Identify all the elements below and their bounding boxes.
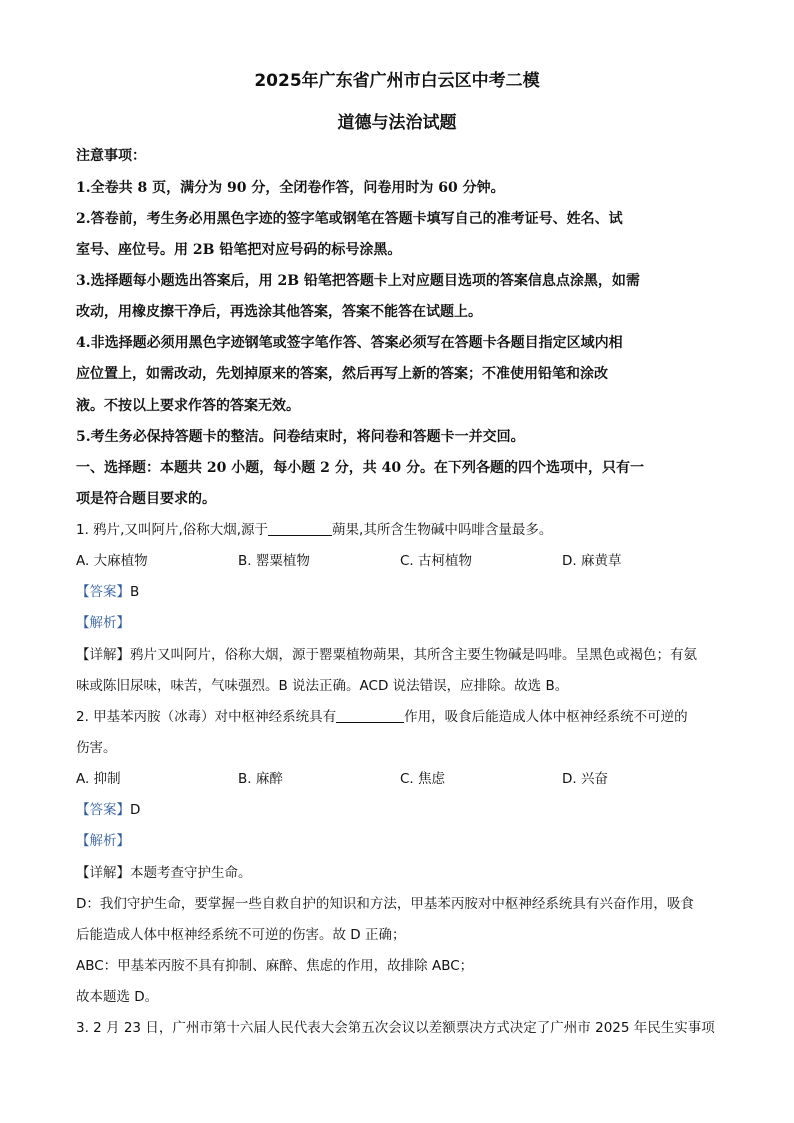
question-1-option-a: A. 大麻植物 bbox=[76, 553, 148, 569]
detail-text: 鸦片又叫阿片，俗称大烟，源于罂粟植物蒴果，其所含主要生物碱是吗啡。呈黑色或褐色；有氨 bbox=[130, 647, 697, 663]
notice-line: 3.选择题每小题选出答案后，用 2B 铅笔把答题卡上对应题目选项的答案信息点涂黑，如需 bbox=[76, 273, 640, 289]
question-2-detail-line bbox=[76, 863, 726, 883]
notice-line: 5.考生务必保持答题卡的整洁。问卷结束时，将问卷和答题卡一并交回。 bbox=[76, 429, 525, 445]
notice-line: 4.非选择题必须用黑色字迹钢笔或签字笔作答、答案必须写在答题卡各题目指定区域内相 bbox=[76, 335, 623, 351]
question-2-option-b: B. 麻醉 bbox=[238, 771, 283, 787]
question-1-detail-line: 味或陈旧尿味，味苦，气味强烈。B 说法正确。ACD 说法错误，应排除。故选 B。 bbox=[76, 678, 569, 694]
question-1-answer bbox=[76, 582, 726, 602]
question-2-stem-after: 作用，吸食后能造成人体中枢神经系统不可逆的 bbox=[404, 709, 688, 725]
question-2-detail-line: ABC：甲基苯丙胺不具有抑制、麻醉、焦虑的作用，故排除 ABC； bbox=[76, 958, 474, 974]
question-1-option-c: C. 古柯植物 bbox=[400, 553, 473, 569]
notice-line: 改动，用橡皮擦干净后，再选涂其他答案，答案不能答在试题上。 bbox=[76, 304, 482, 320]
answer-blank bbox=[336, 708, 404, 723]
page-subtitle: 道德与法治试题 bbox=[337, 113, 457, 133]
question-2-stem bbox=[76, 707, 726, 727]
question-1-detail-line bbox=[76, 645, 726, 665]
question-2-detail-line: 后能造成人体中枢神经系统不可逆的伤害。故 D 正确； bbox=[76, 927, 406, 943]
section-heading-line: 项是符合题目要求的。 bbox=[76, 491, 216, 507]
detail-tag: 【详解】 bbox=[76, 865, 130, 881]
answer-tag: 【答案】 bbox=[76, 584, 130, 600]
question-1-stem-after: 蒴果,其所含生物碱中吗啡含量最多。 bbox=[332, 522, 553, 538]
question-2-analysis bbox=[76, 831, 726, 851]
answer-tag: 【答案】 bbox=[76, 802, 130, 818]
question-2-stem-line2: 伤害。 bbox=[76, 740, 117, 756]
notice-line: 1.全卷共 8 页，满分为 90 分，全闭卷作答，问卷用时为 60 分钟。 bbox=[76, 180, 505, 196]
page-title: 2025年广东省广州市白云区中考二模 bbox=[254, 71, 540, 91]
answer-value: B bbox=[130, 584, 140, 600]
analysis-tag: 【解析】 bbox=[76, 615, 130, 631]
notice-line: 应位置上，如需改动，先划掉原来的答案，然后再写上新的答案；不准使用铅笔和涂改 bbox=[76, 366, 608, 382]
answer-value: D bbox=[130, 802, 141, 818]
question-2-option-d: D. 兴奋 bbox=[562, 771, 608, 787]
question-3-stem: 3. 2 月 23 日，广州市第十六届人民代表大会第五次会议以差额票决方式决定了广州市 2025 年民生实事项 bbox=[76, 1020, 715, 1036]
question-1-option-b: B. 罂粟植物 bbox=[238, 553, 310, 569]
analysis-tag: 【解析】 bbox=[76, 833, 130, 849]
answer-blank bbox=[268, 521, 332, 536]
notice-line: 室号、座位号。用 2B 铅笔把对应号码的标号涂黑。 bbox=[76, 242, 402, 258]
question-1-stem-before: 1. 鸦片,又叫阿片,俗称大烟,源于 bbox=[76, 522, 269, 538]
question-2-answer bbox=[76, 800, 726, 820]
section-heading-line: 一、选择题：本题共 20 小题，每小题 2 分，共 40 分。在下列各题的四个选项中，只有一 bbox=[76, 460, 644, 476]
detail-text: 本题考查守护生命。 bbox=[130, 865, 252, 881]
question-1-analysis bbox=[76, 613, 726, 633]
question-1-option-d: D. 麻黄草 bbox=[562, 553, 622, 569]
question-2-detail-line: D：我们守护生命，要掌握一些自救自护的知识和方法，甲基苯丙胺对中枢神经系统具有兴奋作用，吸食 bbox=[76, 896, 694, 912]
notice-line: 2.答卷前，考生务必用黑色字迹的签字笔或钢笔在答题卡填写自己的准考证号、姓名、试 bbox=[76, 211, 623, 227]
notice-heading: 注意事项： bbox=[76, 148, 146, 164]
notice-line: 液。不按以上要求作答的答案无效。 bbox=[76, 398, 300, 414]
question-2-detail-line: 故本题选 D。 bbox=[76, 989, 159, 1005]
detail-tag: 【详解】 bbox=[76, 647, 130, 663]
question-2-stem-before: 2. 甲基苯丙胺（冰毒）对中枢神经系统具有 bbox=[76, 709, 337, 725]
question-2-option-c: C. 焦虑 bbox=[400, 771, 446, 787]
question-2-option-a: A. 抑制 bbox=[76, 771, 121, 787]
question-1-stem bbox=[76, 520, 726, 540]
